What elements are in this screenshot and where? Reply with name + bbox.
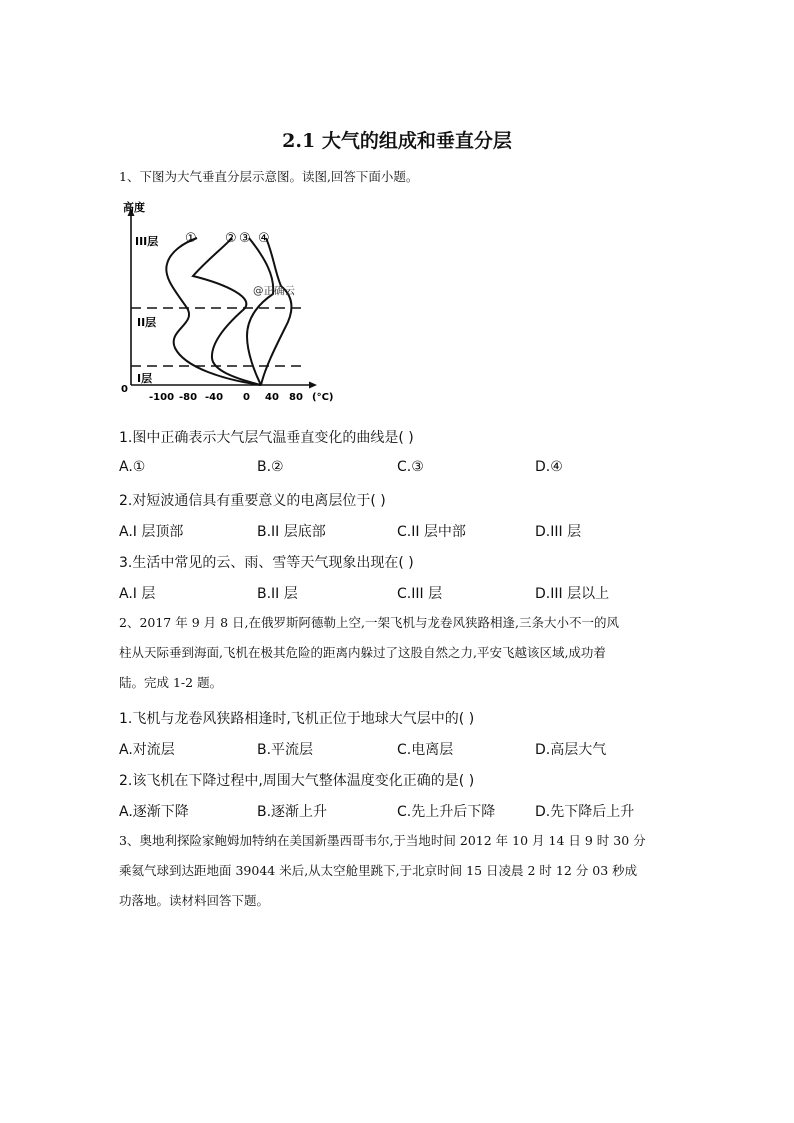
s1-q1-option-b[interactable]: B.② (257, 459, 284, 475)
section3-intro-line-3: 功落地。读材料回答下题。 (119, 893, 270, 908)
section2-intro (119, 608, 679, 698)
origin-label: 0 (121, 384, 128, 395)
s1-q3-option-a[interactable]: A.I 层 (119, 586, 156, 602)
s1-question-2: 2.对短波通信具有重要意义的电离层位于( ) (119, 493, 386, 509)
curve-label-2: ② (225, 231, 237, 246)
s2-q2-option-a[interactable]: A.逐渐下降 (119, 804, 189, 820)
y-axis-label: 高度 (123, 201, 145, 214)
s1-q3-option-b[interactable]: B.II 层 (257, 586, 298, 602)
x-tick-6: 80 (289, 392, 303, 403)
section1-intro: 1、下图为大气垂直分层示意图。读图,回答下面小题。 (119, 169, 419, 184)
watermark: @正确云 (253, 285, 295, 297)
layer-label-1: I层 (137, 372, 153, 385)
s2-q1-option-c[interactable]: C.电离层 (397, 742, 454, 758)
curve-label-1: ① (185, 231, 197, 246)
s1-q1-option-c[interactable]: C.③ (397, 459, 424, 475)
layer-label-3: III层 (135, 235, 159, 248)
x-tick-5: 40 (265, 392, 279, 403)
curve-4 (261, 238, 291, 385)
section2-intro-line-3: 陆。完成 1-2 题。 (119, 675, 223, 690)
s1-q2-option-d[interactable]: D.III 层 (535, 524, 582, 540)
s2-q1-option-a[interactable]: A.对流层 (119, 742, 175, 758)
section2-intro-line-2: 柱从天际垂到海面,飞机在极其危险的距离内躲过了这股自然之力,平安飞越该区域,成功着 (119, 645, 606, 660)
s1-q2-option-c[interactable]: C.II 层中部 (397, 524, 466, 540)
s2-question-2: 2.该飞机在下降过程中,周围大气整体温度变化正确的是( ) (119, 773, 475, 789)
x-unit-label: (°C) (312, 392, 334, 403)
s1-question-1: 1.图中正确表示大气层气温垂直变化的曲线是( ) (119, 430, 414, 446)
x-tick-1: -100 (149, 392, 175, 403)
section3-intro-line-1: 3、奥地利探险家鲍姆加特纳在美国新墨西哥韦尔,于当地时间 2012 年 10 月 14 日 9 时 30 分 (119, 833, 646, 848)
s2-q2-option-c[interactable]: C.先上升后下降 (397, 804, 496, 820)
s2-q2-option-b[interactable]: B.逐渐上升 (257, 804, 328, 820)
s2-q1-option-d[interactable]: D.高层大气 (535, 742, 607, 758)
section3-intro (119, 826, 679, 916)
s2-q1-option-b[interactable]: B.平流层 (257, 742, 314, 758)
page-title: 2.1 大气的组成和垂直分层 (282, 130, 512, 152)
s1-q1-option-d[interactable]: D.④ (535, 459, 563, 475)
curve-label-3: ③ (239, 231, 251, 246)
curve-label-4: ④ (258, 231, 270, 246)
s2-question-1: 1.飞机与龙卷风狭路相逢时,飞机正位于地球大气层中的( ) (119, 711, 475, 727)
section3-intro-line-2: 乘氦气球到达距地面 39044 米后,从太空舱里跳下,于北京时间 15 日凌晨 2 时 12 分 03 秒成 (119, 863, 638, 878)
x-axis-arrow (309, 382, 317, 389)
x-tick-4: 0 (243, 392, 250, 403)
layer-label-2: II层 (137, 316, 157, 329)
atmosphere-layer-diagram (115, 198, 345, 408)
s1-question-3: 3.生活中常见的云、雨、雪等天气现象出现在( ) (119, 555, 414, 571)
s1-q2-option-b[interactable]: B.II 层底部 (257, 524, 326, 540)
s1-q2-option-a[interactable]: A.I 层顶部 (119, 524, 184, 540)
x-tick-2: -80 (179, 392, 198, 403)
s1-q3-option-c[interactable]: C.III 层 (397, 586, 443, 602)
s1-q3-option-d[interactable]: D.III 层以上 (535, 586, 610, 602)
s2-q2-option-d[interactable]: D.先下降后上升 (535, 804, 635, 820)
section2-intro-line-1: 2、2017 年 9 月 8 日,在俄罗斯阿德勒上空,一架飞机与龙卷风狭路相逢,三条大小不一的风 (119, 615, 619, 630)
s1-q1-option-a[interactable]: A.① (119, 459, 146, 475)
x-tick-3: -40 (205, 392, 224, 403)
